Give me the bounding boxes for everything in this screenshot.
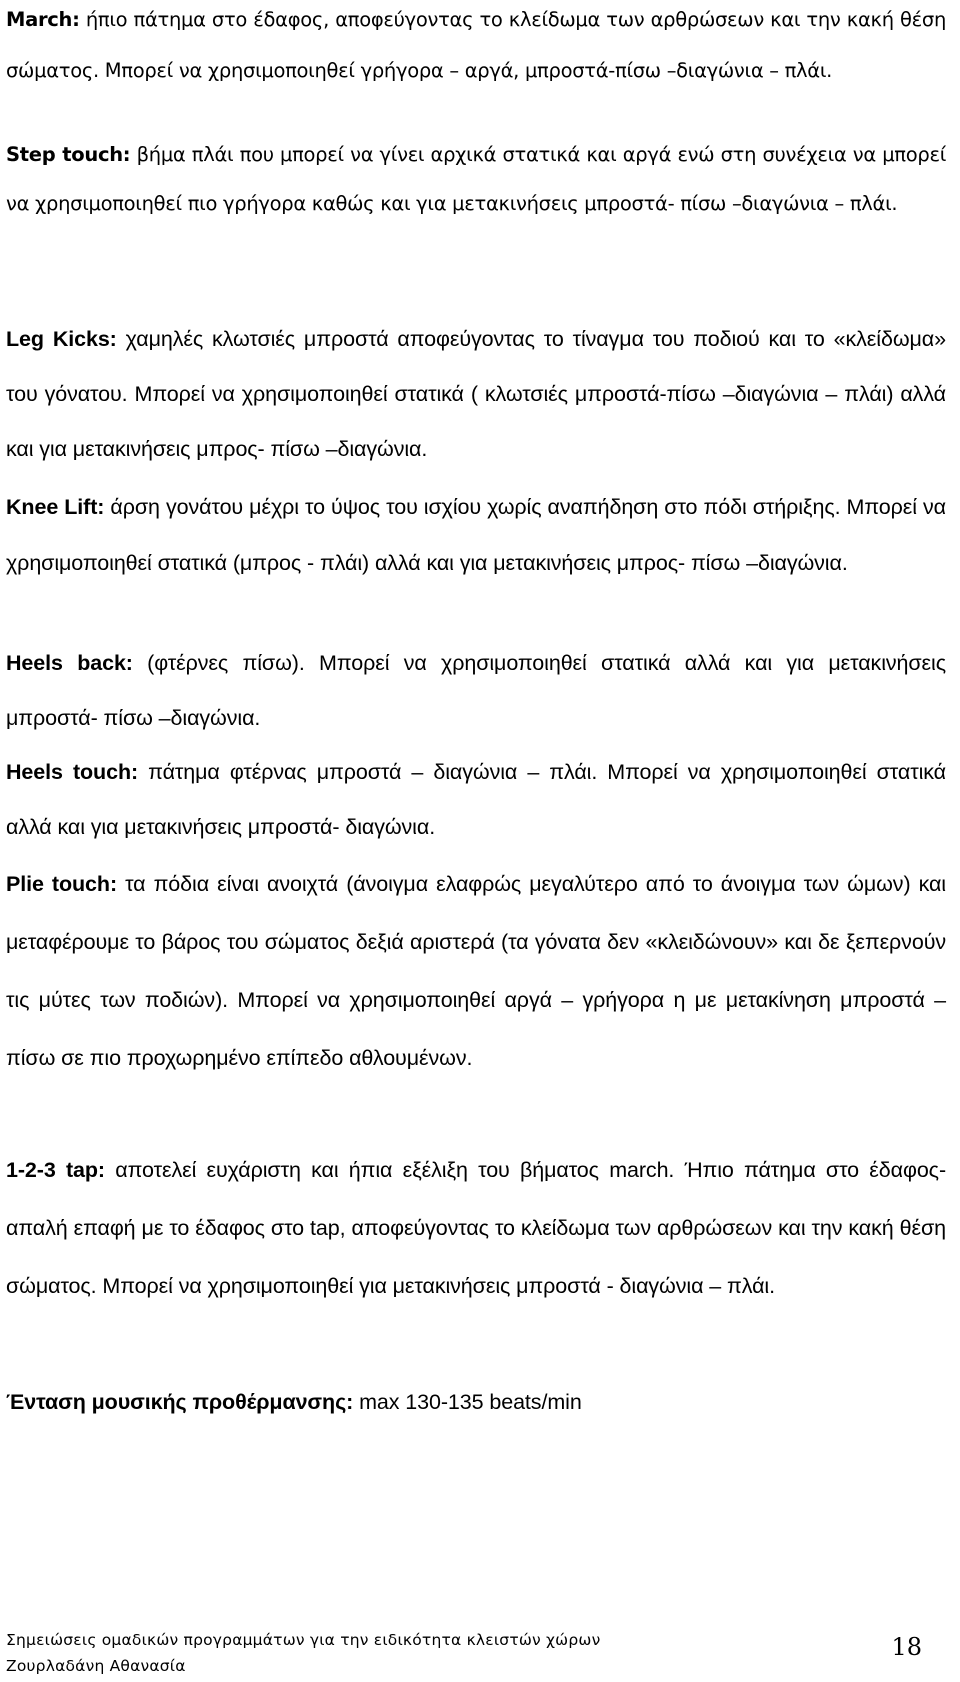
entry-text: αποτελεί ευχάριστη και ήπια εξέλιξη του βήματος march. Ήπιο πάτημα στο έδαφος- απαλή επαφή με το έδαφος στο tap, αποφεύγοντας το κλείδωμα των αρθρώσεων και την κακή θέση σώματος. Μπορεί να χρησιμοποιηθεί για μετακινήσεις μπροστά - διαγώνια – πλάι. xyxy=(6,1158,947,1298)
entry-text: βήμα πλάι που μπορεί να γίνει αρχικά στατικά και αργά ενώ στη συνέχεια να μπορεί να χρησιμοποιηθεί πιο γρήγορα καθώς και για μετακινήσεις μπροστά- πίσω –διαγώνια – πλάι. xyxy=(6,143,946,215)
entry-step-touch xyxy=(6,130,946,228)
entry-knee-lift xyxy=(6,479,946,591)
entry-heels-back xyxy=(6,636,946,746)
entry-text: άρση γονάτου μέχρι το ύψος του ισχίου χωρίς αναπήδηση στο πόδι στήριξης. Μπορεί να χρησιμοποιηθεί στατικά (μπρος - πλάι) αλλά και για μετακινήσεις μπρος- πίσω –διαγώνια. xyxy=(6,495,946,575)
entry-text: ήπιο πάτημα στο έδαφος, αποφεύγοντας το κλείδωμα των αρθρώσεων και την κακή θέση σώματος. Μπορεί να χρησιμοποιηθεί γρήγορα – αργά, μπροστά-πίσω –διαγώνια – πλάι. xyxy=(6,8,946,82)
entry-text: max 130-135 beats/min xyxy=(353,1390,582,1414)
entry-text: (φτέρνες πίσω). Μπορεί να χρησιμοποιηθεί στατικά αλλά και για μετακινήσεις μπροστά- πίσω –διαγώνια. xyxy=(6,651,946,730)
entry-text: πάτημα φτέρνας μπροστά – διαγώνια – πλάι. Μπορεί να χρησιμοποιηθεί στατικά αλλά και για μετακινήσεις μπροστά- διαγώνια. xyxy=(6,760,947,839)
entry-music-intensity xyxy=(6,1373,946,1431)
entry-text: χαμηλές κλωτσιές μπροστά αποφεύγοντας το τίναγμα του ποδιού και το «κλείδωμα» του γόνατου. Μπορεί να χρησιμοποιηθεί στατικά ( κλωτσιές μπροστά-πίσω –διαγώνια – πλάι) αλλά και για μετακινήσεις μπρος- πίσω –διαγώνια. xyxy=(6,327,946,461)
entry-heels-touch xyxy=(6,745,946,855)
entry-term: Knee Lift: xyxy=(6,495,105,519)
entry-text: τα πόδια είναι ανοιχτά (άνοιγμα ελαφρώς μεγαλύτερο από το άνοιγμα των ώμων) και μεταφέρουμε το βάρος του σώματος δεξιά αριστερά (τα γόνατα δεν «κλειδώνουν» και δε ξεπερνούν τις μύτες των ποδιών). Μπορεί να χρησιμοποιηθεί αργά – γρήγορα η με μετακίνηση μπροστά – πίσω σε πιο προχωρημένο επίπεδο αθλουμένων. xyxy=(6,872,946,1070)
entry-term: Plie touch: xyxy=(6,872,117,896)
entry-1-2-3-tap xyxy=(6,1141,946,1315)
entry-term: Ένταση μουσικής προθέρμανσης: xyxy=(6,1390,354,1414)
entry-term: Leg Kicks: xyxy=(6,327,117,351)
entry-term: Heels touch: xyxy=(6,760,139,784)
entry-march xyxy=(6,0,946,96)
entry-term: Heels back: xyxy=(6,651,133,675)
footer xyxy=(6,1627,600,1679)
entry-leg-kicks xyxy=(6,312,946,477)
page-number: 18 xyxy=(891,1633,922,1661)
entry-term: March: xyxy=(6,8,80,31)
entry-plie-touch xyxy=(6,855,946,1087)
entry-term: 1-2-3 tap: xyxy=(6,1158,105,1182)
footer-title: Σημειώσεις ομαδικών προγραμμάτων για την ειδικότητα κλειστών χώρων xyxy=(6,1631,601,1649)
footer-author: Ζουρλαδάνη Αθανασία xyxy=(6,1657,186,1675)
entry-term: Step touch: xyxy=(6,143,131,166)
